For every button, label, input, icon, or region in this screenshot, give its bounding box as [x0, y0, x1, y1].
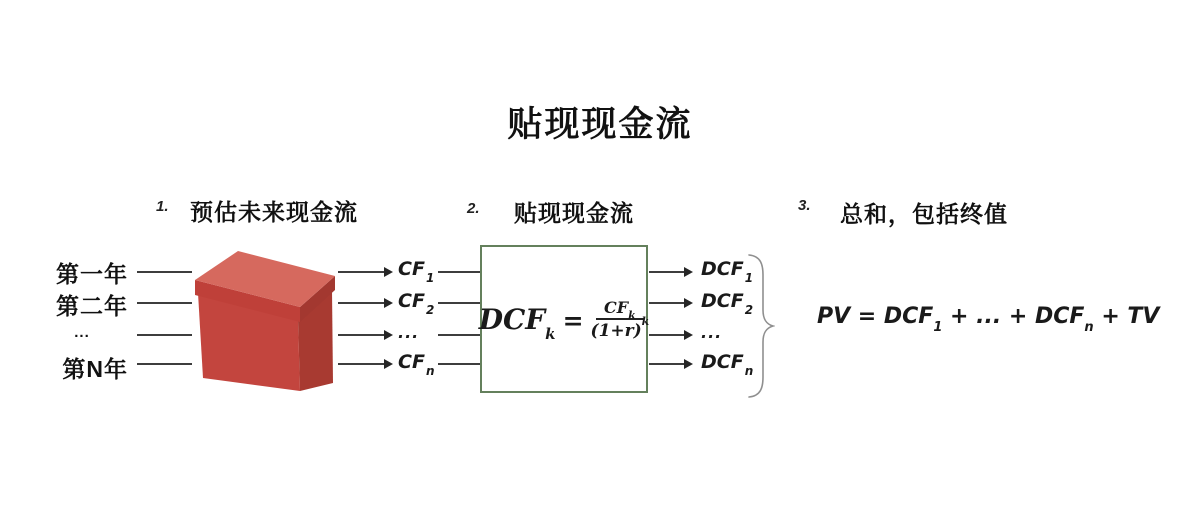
page-title: 贴现现金流: [507, 105, 693, 144]
connector-line: [137, 334, 192, 336]
cf-ellipsis: ...: [398, 323, 420, 342]
cf-2-label: $CF_2$: [398, 290, 435, 317]
arrow-line: [338, 302, 385, 304]
formula-lhs: $DCF_k$: [478, 302, 556, 344]
year-2-label: 第二年: [56, 293, 128, 319]
dcf-1-label: $DCF_1$: [701, 258, 754, 285]
arrow-line: [649, 271, 685, 273]
dcf-ellipsis: ...: [701, 323, 723, 342]
right-brace: [747, 254, 775, 398]
arrow-right-icon: [684, 330, 693, 340]
arrow-line: [338, 363, 385, 365]
year-1-label: 第一年: [56, 261, 128, 287]
step-2-number: 2.: [467, 200, 480, 217]
connector-line: [137, 271, 192, 273]
year-n-label: 第N年: [62, 356, 128, 382]
step-1-label: 预估未来现金流: [190, 199, 358, 225]
connector-line: [438, 363, 480, 365]
step-3-label: 总和，包括终值: [840, 201, 1008, 227]
formula-fraction: [591, 298, 650, 341]
connector-line: [438, 334, 480, 336]
arrow-line: [338, 334, 385, 336]
arrow-right-icon: [384, 330, 393, 340]
red-box-graphic: [190, 248, 340, 410]
arrow-right-icon: [684, 267, 693, 277]
connector-line: [137, 302, 192, 304]
arrow-right-icon: [384, 298, 393, 308]
cf-n-label: $CF_n$: [398, 351, 435, 378]
years-ellipsis: ...: [74, 324, 90, 341]
dcf-2-label: $DCF_2$: [701, 290, 754, 317]
fraction-numerator: $CF_k$: [596, 298, 644, 320]
cf-1-label: $CF_1$: [398, 258, 435, 285]
equals-sign: =: [562, 305, 584, 335]
step-1-number: 1.: [156, 198, 169, 215]
connector-line: [438, 271, 480, 273]
connector-line: [137, 363, 192, 365]
arrow-line: [338, 271, 385, 273]
connector-line: [438, 302, 480, 304]
step-3-number: 3.: [798, 197, 811, 214]
dcf-formula-box: [480, 245, 648, 393]
arrow-line: [649, 334, 685, 336]
dcf-n-label: $DCF_n$: [701, 351, 754, 378]
arrow-right-icon: [684, 298, 693, 308]
arrow-right-icon: [384, 267, 393, 277]
pv-result-formula: PV = $DCF_1$ + ... + $DCF_n$ + TV: [817, 304, 1160, 336]
arrow-right-icon: [684, 359, 693, 369]
fraction-denominator: $(1+r)^k$: [590, 314, 650, 341]
step-2-label: 贴现现金流: [514, 200, 634, 226]
arrow-line: [649, 363, 685, 365]
arrow-right-icon: [384, 359, 393, 369]
arrow-line: [649, 302, 685, 304]
